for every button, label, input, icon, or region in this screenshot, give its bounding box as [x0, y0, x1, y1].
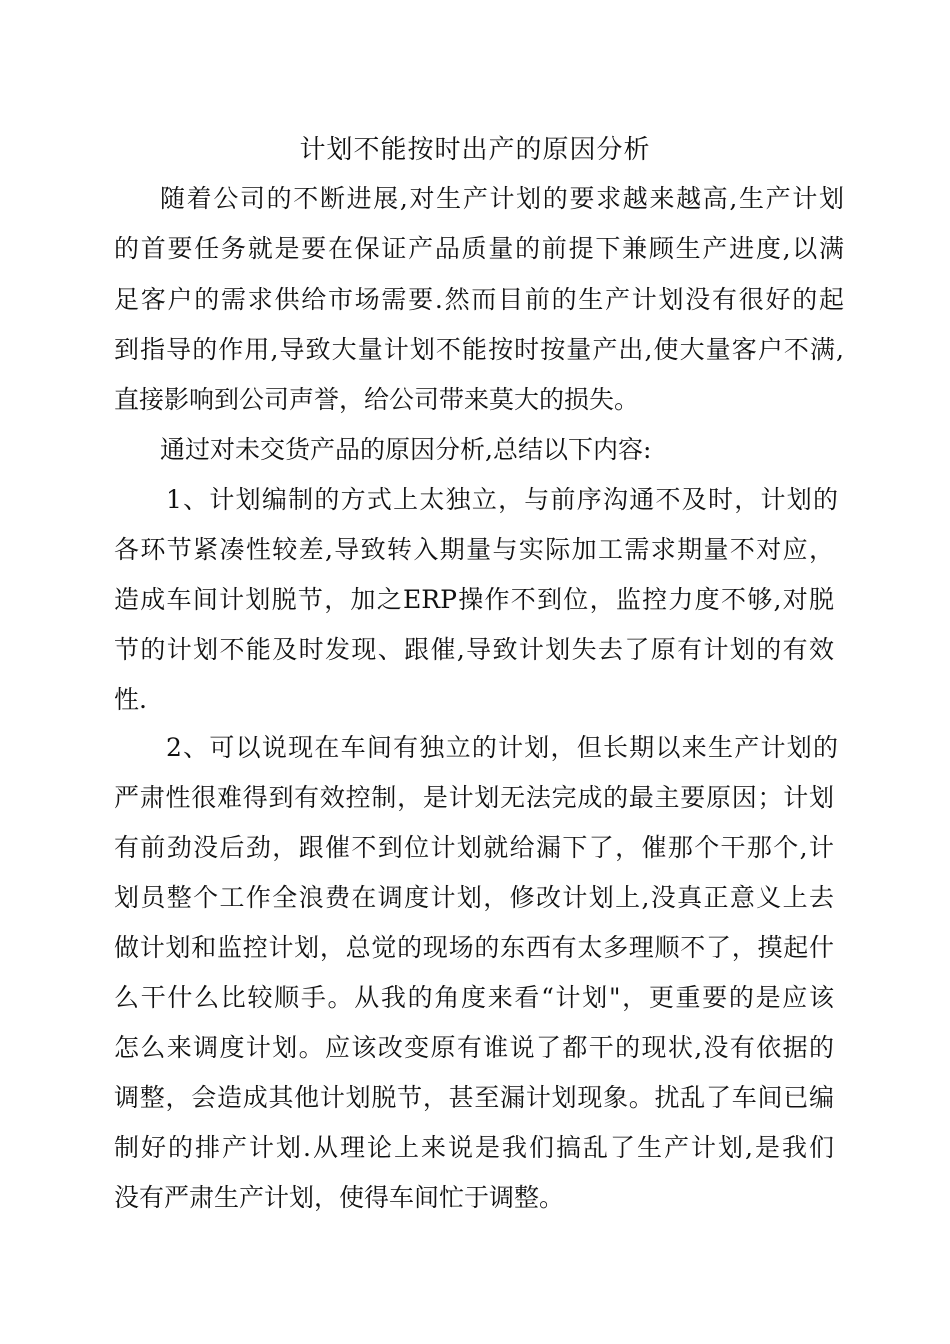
summary-line: 通过对未交货产品的原因分析,总结以下内容:	[160, 435, 652, 464]
point1-line-4: 节的计划不能及时发现、跟催,导致计划失去了原有计划的有效	[114, 635, 834, 664]
intro-line-1: 随着公司的不断进展,对生产计划的要求越来越高,生产计划	[160, 184, 844, 213]
point1-line-3: 造成车间计划脱节，加之ERP操作不到位，监控力度不够,对脱	[114, 585, 834, 614]
point2-line-5: 做计划和监控计划，总觉的现场的东西有太多理顺不了，摸起什	[114, 933, 834, 962]
intro-line-2: 的首要任务就是要在保证产品质量的前提下兼顾生产进度,以满	[114, 234, 844, 263]
point2-line-9: 制好的排产计划.从理论上来说是我们搞乱了生产计划,是我们	[114, 1133, 834, 1162]
point2-line-10: 没有严肃生产计划，使得车间忙于调整。	[114, 1183, 565, 1212]
point2-line-8: 调整，会造成其他计划脱节，甚至漏计划现象。扰乱了车间已编	[114, 1083, 834, 1112]
point1-line-5: 性.	[114, 685, 147, 714]
point2-line-7: 怎么来调度计划。应该改变原有谁说了都干的现状,没有依据的	[114, 1033, 834, 1062]
intro-line-4: 到指导的作用,导致大量计划不能按时按量产出,使大量客户不满,	[114, 335, 844, 364]
point2-line-2: 严肃性很难得到有效控制，是计划无法完成的最主要原因；计划	[114, 783, 834, 812]
point1-line-2: 各环节紧凑性较差,导致转入期量与实际加工需求期量不对应，	[114, 535, 834, 564]
point2-line-4: 划员整个工作全浪费在调度计划，修改计划上,没真正意义上去	[114, 883, 834, 912]
point2-line-3: 有前劲没后劲，跟催不到位计划就给漏下了，催那个干那个,计	[114, 833, 834, 862]
point1-line-1: 1、计划编制的方式上太独立，与前序沟通不及时，计划的	[166, 485, 838, 514]
intro-line-3: 足客户的需求供给市场需要.然而目前的生产计划没有很好的起	[114, 285, 844, 314]
point2-line-6: 么干什么比较顺手。从我的角度来看“计划"，更重要的是应该	[114, 983, 834, 1012]
document-title: 计划不能按时出产的原因分析	[299, 135, 651, 165]
point2-line-1: 2、可以说现在车间有独立的计划，但长期以来生产计划的	[166, 733, 838, 762]
intro-line-5: 直接影响到公司声誉，给公司带来莫大的损失。	[114, 385, 640, 414]
